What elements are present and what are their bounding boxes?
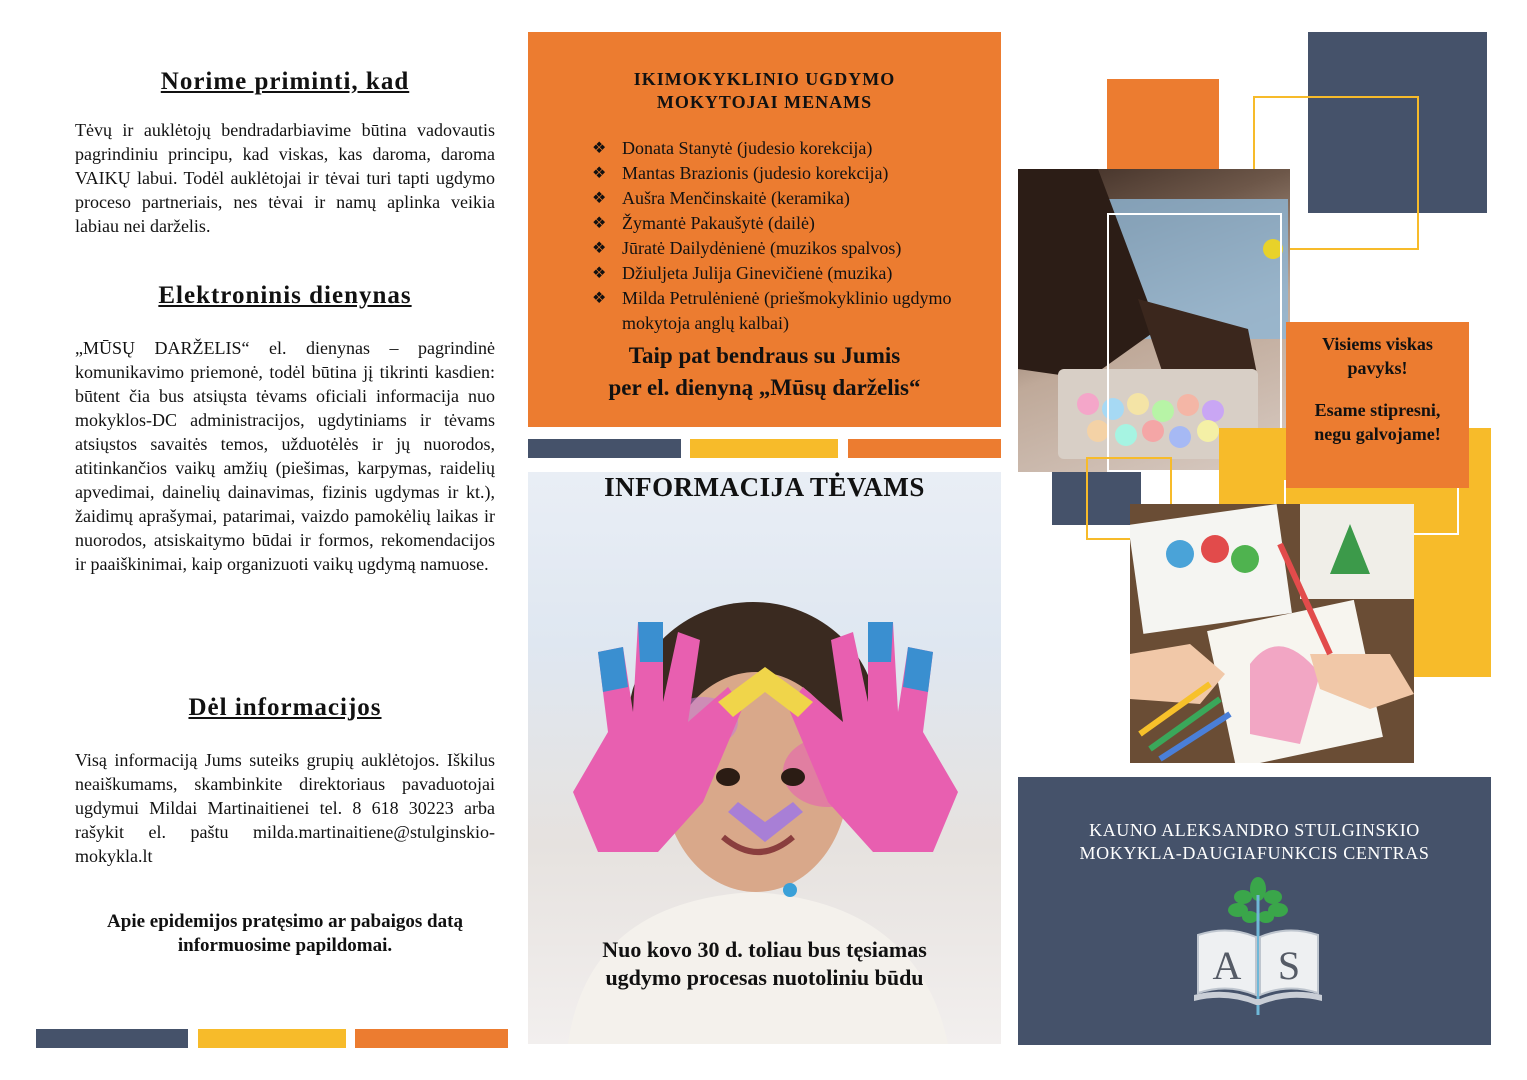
teacher-name: Žymantė Pakaušytė (dailė)	[622, 213, 815, 233]
middle-bar-navy	[528, 439, 681, 458]
paragraph-e-diary: „MŪSŲ DARŽELIS“ el. dienynas – pagrindinė komunikavimo priemonė, todėl būtina jį tikrinti kasdien: būtent čia bus atsiųsta tėvams oficiali informacija nuo mokyklos-DC administracijos, ugdytiniams ir tėvams atsiųstos savaitės temos, užduotėlės ir jų nuorodos, atitinkančios vaikų amžių (piešimas, karpymas, raidelių apvedimai, dainelių dainavimas, fizinis ugdymas ir kt.), žaidimų aprašymai, patarimai, vaizdo pamokėlių laikas ir nuorodos, atsiskaitymo būdai ir formos, rekomendacijos ir paaiškinimai, kaip organizuoti vaikų ugdymą namuose.	[75, 338, 495, 574]
deco-orange-square	[1107, 79, 1219, 169]
diamond-bullet-icon: ❖	[592, 290, 607, 307]
teacher-name: Džiuljeta Julija Ginevičienė (muzika)	[622, 263, 893, 283]
logo-letter-a: A	[1212, 943, 1242, 988]
teachers-panel	[528, 32, 1001, 427]
teacher-list-item	[590, 161, 990, 186]
middle-bar-yellow	[690, 439, 838, 458]
teacher-name: Aušra Menčinskaitė (keramika)	[622, 188, 850, 208]
bottom-bar-navy	[36, 1029, 188, 1048]
school-name: KAUNO ALEKSANDRO STULGINSKIO MOKYKLA-DAUGIAFUNKCIS CENTRAS	[1079, 820, 1430, 863]
bottom-bar-orange	[355, 1029, 508, 1048]
diamond-bullet-icon: ❖	[592, 140, 607, 157]
motivation-callout: Visiems viskas pavyks! Esame stipresni, negu galvojame!	[1286, 322, 1469, 488]
teacher-name: Milda Petrulėnienė (priešmokyklinio ugdymo mokytoja anglų kalbai)	[622, 288, 952, 333]
open-book-oak-icon	[1188, 875, 1328, 1025]
paragraph-cooperation: Tėvų ir auklėtojų bendradarbiavime būtina vadovautis pagrindiniu principu, kad viskas, kas daroma, daroma VAIKŲ labui. Todėl auklėtojai ir tėvai turi tapti ugdymo proceso partneriais, nes tėvai ir namų aplinka veikia labiau nei darželis.	[75, 120, 495, 236]
remote-learning-caption: Nuo kovo 30 d. toliau bus tęsiamas ugdymo procesas nuotoliniu būdu	[602, 937, 927, 990]
logo-letter-s: S	[1277, 943, 1301, 988]
diamond-bullet-icon: ❖	[592, 165, 607, 182]
child-painted-hands-photo	[528, 472, 1001, 1044]
diamond-bullet-icon: ❖	[592, 240, 607, 257]
teachers-panel-title: IKIMOKYKLINIO UGDYMO MOKYTOJAI MENAMS	[633, 69, 896, 112]
diamond-bullet-icon: ❖	[592, 265, 607, 282]
teacher-name: Mantas Brazionis (judesio korekcija)	[622, 163, 889, 183]
paragraph-contact: Visą informaciją Jums suteiks grupių auklėtojos. Iškilus neaiškumams, skambinkite direktoriaus pavaduotojai ugdymui Mildai Martinaitienei tel. 8 618 30223 arba rašykit el. paštu milda.martinaitiene@stulginskio-mokykla.lt	[75, 750, 495, 866]
teachers-panel-footer: Taip pat bendraus su Jumis per el. dienyną „Mūsų darželis“	[608, 343, 921, 400]
school-logo	[1188, 875, 1328, 1025]
heading-reminder: Norime priminti, kad	[160, 68, 410, 95]
school-panel	[1018, 777, 1491, 1045]
children-drawing-photo	[1130, 504, 1414, 763]
teacher-list-item	[590, 186, 990, 211]
teacher-name: Jūratė Dailydėnienė (muzikos spalvos)	[622, 238, 902, 258]
heading-e-diary: Elektroninis dienynas	[158, 282, 412, 309]
teacher-list-item	[590, 236, 990, 261]
drawing-illustration	[1130, 504, 1414, 763]
info-for-parents-title: INFORMACIJA TĖVAMS	[604, 472, 925, 502]
heading-information: Dėl informacijos	[188, 694, 382, 721]
diamond-bullet-icon: ❖	[592, 215, 607, 232]
teachers-list	[590, 136, 990, 336]
teacher-list-item	[590, 136, 990, 161]
teacher-name: Donata Stanytė (judesio korekcija)	[622, 138, 873, 158]
diamond-bullet-icon: ❖	[592, 190, 607, 207]
epidemic-note: Apie epidemijos pratęsimo ar pabaigos datą informuosime papildomai.	[107, 911, 463, 956]
teacher-list-item	[590, 261, 990, 286]
teacher-list-item	[590, 211, 990, 236]
teacher-list-item	[590, 286, 990, 336]
bottom-bar-yellow	[198, 1029, 346, 1048]
middle-bar-orange	[848, 439, 1001, 458]
